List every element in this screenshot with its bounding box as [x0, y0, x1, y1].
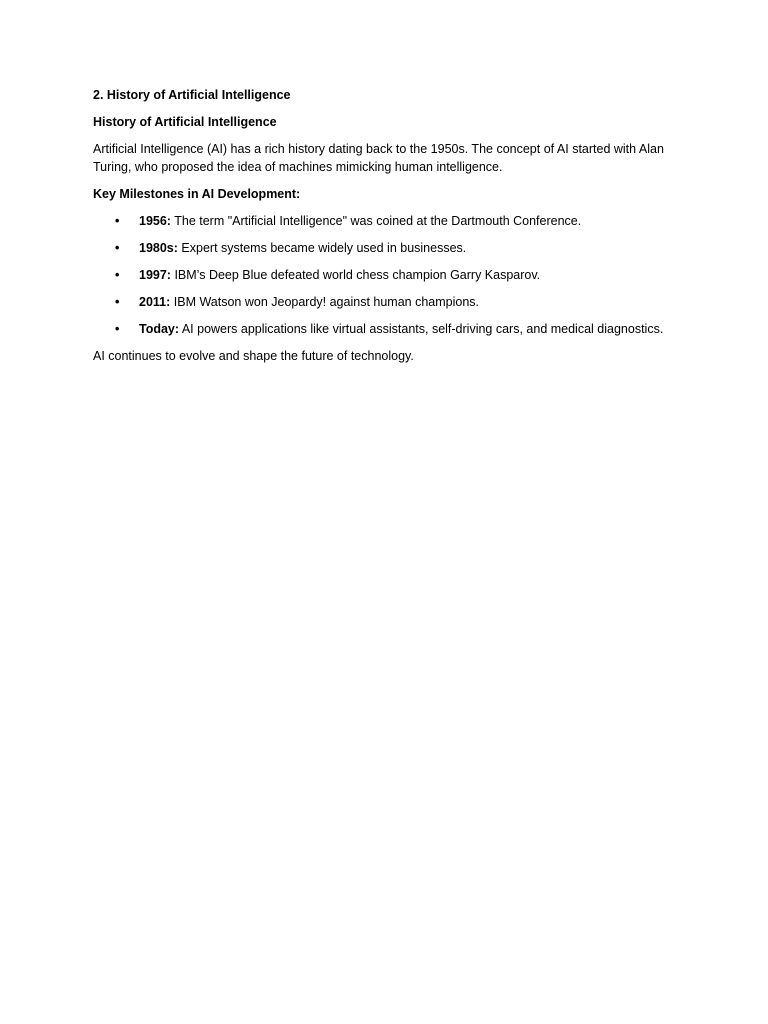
bullet-icon: • [115, 295, 120, 309]
milestone-text: IBM’s Deep Blue defeated world chess champion Garry Kasparov. [170, 268, 541, 282]
bullet-icon: • [115, 322, 120, 336]
milestone-text: AI powers applications like virtual assistants, self-driving cars, and medical diagnostics. [179, 322, 664, 336]
bullet-icon: • [115, 214, 120, 228]
list-item [93, 266, 678, 284]
milestone-text: Expert systems became widely used in businesses. [177, 241, 467, 255]
milestone-label: 1956: [139, 214, 171, 228]
section-heading: 2. History of Artificial Intelligence [93, 88, 291, 102]
milestone-label: 2011: [139, 295, 171, 309]
intro-paragraph: Artificial Intelligence (AI) has a rich history dating back to the 1950s. The concept of AI started with Alan Turing, who proposed the idea of machines mimicking human intelligence. [93, 142, 664, 174]
milestone-text: IBM Watson won Jeopardy! against human champions. [170, 295, 480, 309]
list-item [93, 320, 678, 338]
bullet-icon: • [115, 241, 120, 255]
list-item [93, 239, 678, 257]
milestone-label: 1980s: [139, 241, 178, 255]
bullet-icon: • [115, 268, 120, 282]
document-body [93, 86, 678, 374]
milestone-text: The term "Artificial Intelligence" was coined at the Dartmouth Conference. [170, 214, 582, 228]
list-item [93, 293, 678, 311]
milestone-label: Today: [139, 322, 180, 336]
conclusion-paragraph: AI continues to evolve and shape the future of technology. [93, 349, 414, 363]
list-item [93, 212, 678, 230]
milestones-list [93, 212, 678, 338]
milestones-heading: Key Milestones in AI Development: [93, 187, 301, 201]
document-title: History of Artificial Intelligence [93, 115, 277, 129]
milestone-label: 1997: [139, 268, 171, 282]
